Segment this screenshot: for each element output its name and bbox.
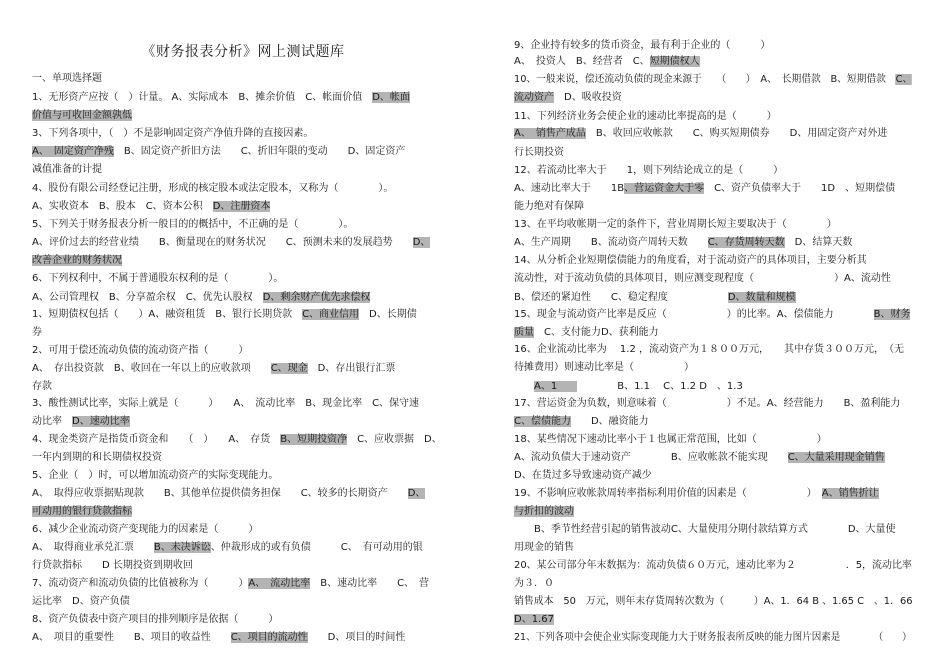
text-segment: B、季节性经营引起的销售波动C、大量使用分期付款结算方式 D、大量使	[514, 524, 896, 535]
text-line	[32, 398, 419, 410]
text-segment: 3、酸性测试比率，实际上就是（ ） A、 流动比率 B、现金比率 C、保守速	[32, 398, 420, 409]
text-segment: 5、企业（ ）时，可以增加流动资产的实际变现能力。	[32, 470, 279, 481]
text-line	[32, 146, 405, 158]
text-segment: 6、下列权利中，不属于普通股东权利的是（ ）。	[32, 273, 284, 284]
text-segment: 7、流动资产和流动负债的比值被称为（ ）	[32, 578, 249, 589]
highlighted-answer: A、销售折让	[821, 488, 879, 499]
text-line	[514, 56, 700, 68]
text-line	[514, 237, 852, 249]
text-line	[514, 327, 659, 339]
text-segment: A、速动比率大于 1B	[514, 183, 625, 194]
highlighted-answer: C、大量采用现金销售	[787, 452, 885, 463]
text-line	[32, 309, 417, 321]
highlighted-answer: C、存货周转天数	[707, 237, 785, 248]
text-segment: 流动性，对于流动负债的具体项目，则应测变现程度（ ）A、流动性	[514, 273, 891, 284]
text-line	[32, 292, 370, 304]
text-segment: A、生产周期 B、流动资产周转天数	[514, 237, 708, 248]
text-line	[514, 255, 867, 267]
text-segment: D、吸收投资	[554, 92, 622, 103]
text-line	[514, 165, 783, 177]
text-segment: D、项目的时间性	[307, 632, 406, 643]
text-line	[514, 309, 910, 321]
text-segment: B、速动比率 C、 营	[310, 578, 430, 589]
highlighted-answer: C、商业信用	[302, 309, 360, 320]
text-segment: 12、若流动比率大于 1，则下列结论成立的是（ ）	[514, 165, 784, 176]
text-segment: 15、现金与流动资产比率是反应（ ）的比率。A、偿债能力	[514, 309, 874, 320]
text-line	[32, 255, 122, 267]
text-line	[32, 345, 248, 357]
highlighted-answer: B、财务	[873, 309, 911, 320]
text-segment: B、1.1 C、1.2 D 、1.3	[577, 381, 743, 392]
text-line	[32, 201, 270, 213]
text-segment: 、仲裁形成的或有负债 C、 有可动用的银	[210, 542, 423, 553]
text-line	[514, 614, 554, 626]
highlighted-answer: D、1.67	[514, 614, 554, 625]
text-line	[32, 416, 130, 428]
highlighted-answer: D、帐面	[372, 92, 410, 103]
text-segment: 3、下列各项中，（ ）不是影响固定资产净值升降的直接因素。	[32, 128, 314, 139]
text-segment: A、 项目的重要性 B、项目的收益性	[32, 632, 231, 643]
text-line	[514, 470, 652, 482]
highlighted-answer: C、现金	[270, 363, 308, 374]
text-segment: 18、某些情况下速动比率小于１也属正常范围，比如（ ）	[514, 434, 827, 445]
highlighted-answer: D、剩余财产优先求偿权	[262, 292, 371, 303]
text-line	[514, 219, 837, 231]
text-segment: A、 投资人 B、经营者 C、	[514, 56, 650, 67]
text-segment: C、资产负债率大于 1D 、短期偿债	[704, 183, 896, 194]
text-line	[32, 542, 423, 554]
text-segment: D、在货过多导致速动资产减少	[514, 470, 652, 481]
text-line	[32, 73, 102, 85]
text-segment: 一、单项选择题	[32, 73, 102, 84]
text-line	[32, 560, 193, 572]
text-line	[514, 578, 554, 590]
text-segment: 为３．０	[514, 578, 554, 589]
text-segment: 存款	[32, 381, 52, 392]
text-segment: 8、资产负债表中资产项目的排列顺序是依据（ ）	[32, 614, 279, 625]
text-line	[32, 488, 425, 500]
text-segment: 14、从分析企业短期偿债能力的角度看，对于流动资产的具体项目，主要分析其	[514, 255, 867, 266]
text-segment: 10、一般来说，偿还流动负债的现金来源于 （ ） A、 长期借款 B、短期借款	[514, 74, 896, 85]
text-line	[32, 273, 283, 285]
text-segment: 动比率	[32, 416, 72, 427]
highlighted-answer: A、 固定资产净残	[32, 146, 114, 157]
text-line	[514, 506, 574, 518]
text-segment: 16、企业流动比率为 1.2 ，流动资产为１８００万元， 其中存货３００万元， （无	[514, 344, 904, 355]
text-line	[32, 381, 52, 393]
text-line	[32, 128, 313, 140]
text-line	[514, 292, 796, 304]
text-segment: A、 取得应收票据贴现款 B、其他单位提供债务担保 C、较多的长期资产	[32, 488, 408, 499]
highlighted-answer: 短期债权人	[649, 56, 700, 67]
text-segment: C、支付能力D、获利能力	[534, 327, 659, 338]
text-segment: A、 存出投资款 B、收回在一年以上的应收款项	[32, 363, 271, 374]
text-line	[32, 110, 132, 122]
text-segment: D、结算天数	[784, 237, 853, 248]
text-segment: 行长期投资	[514, 147, 564, 158]
text-segment: 4、股份有限公司经登记注册，形成的核定股本或法定股本，又称为（ ）。	[32, 183, 394, 194]
text-segment: 1、短期债权包括（ ）A、融资租赁 B、银行长期贷款	[32, 309, 303, 320]
highlighted-answer: D、	[412, 237, 431, 248]
text-line	[32, 92, 410, 104]
text-line	[514, 40, 770, 52]
text-segment: 13、在平均收帐期一定的条件下，营业周期长短主要取决于（ ）	[514, 219, 837, 230]
text-line	[32, 452, 162, 464]
text-line	[514, 416, 649, 428]
highlighted-answer: 价值与可收回金额孰低	[32, 110, 132, 121]
highlighted-answer: A、 销售产成品	[514, 128, 586, 139]
text-line	[514, 632, 912, 644]
highlighted-answer: C、偿债能力	[514, 416, 571, 427]
highlighted-answer: D、数量和规模	[727, 292, 796, 303]
text-line	[32, 578, 429, 590]
text-segment: A、 取得商业承兑汇票	[32, 542, 154, 553]
highlighted-answer: 、营运资金大于零	[624, 183, 705, 194]
text-line	[514, 596, 913, 608]
highlighted-answer: D、	[407, 488, 426, 499]
highlighted-answer: 改善企业的财务状况	[32, 255, 122, 266]
text-segment: 能力绝对有保障	[514, 201, 584, 212]
text-line	[514, 560, 912, 572]
text-segment: 一年内到期的和长期债权投资	[32, 452, 162, 463]
text-segment: 11、下列经济业务会使企业的速动比率提高的是（ ）	[514, 111, 777, 122]
text-segment: 17、营运资金为负数，则意味着（ ）不足。A、经营能力 B、盈利能力	[514, 398, 901, 409]
text-segment: A、流动负债大于速动资产 B、应收帐款不能实现	[514, 452, 788, 463]
text-line	[514, 74, 912, 86]
highlighted-answer: 可动用的银行贷款指标	[32, 506, 132, 517]
highlighted-answer: A、1	[534, 381, 578, 392]
text-line	[514, 273, 891, 285]
text-line	[514, 452, 885, 464]
highlighted-answer: C、项目的流动性	[230, 632, 308, 643]
text-line	[32, 632, 405, 644]
text-segment: 销售成本 50 万元，则年末存货周转次数为（ ）A、1．64 B 、1.65 C 、1．66	[514, 596, 913, 607]
text-segment: 21、下列各项中会使企业实际变现能力大于财务报表所反映的能力图片因素是 （ ）	[514, 632, 912, 643]
text-segment: 4、现金类资产是指货币资金和 （ ） A、 存货	[32, 434, 281, 445]
text-segment: 待摊费用）则速动比率是（ ）	[514, 362, 694, 373]
highlighted-answer: D、注册资本	[212, 201, 271, 212]
text-segment	[514, 381, 534, 392]
text-segment: D、融资能力	[570, 416, 649, 427]
text-line	[514, 488, 879, 500]
text-segment: D、长期债	[359, 309, 417, 320]
text-segment: 1、无形资产应按（ ）计量。 A、实际成本 B、摊余价值 C、帐面价值	[32, 92, 373, 103]
text-segment: A、公司管理权 B、分享盈余权 C、优先认股权	[32, 292, 263, 303]
text-line	[32, 470, 278, 482]
text-segment: 5、下列关于财务报表分析一般目的的概括中，不正确的是（ ）。	[32, 219, 354, 230]
text-line	[32, 596, 130, 608]
text-line	[514, 542, 574, 554]
text-segment: 减值准备的计提	[32, 164, 102, 175]
highlighted-answer: B、短期投资净	[280, 434, 348, 445]
text-line	[32, 237, 430, 249]
document-title: 《财务报表分析》网上测试题库	[141, 44, 345, 60]
text-line	[32, 524, 258, 536]
highlighted-answer: 流动资产	[514, 92, 554, 103]
text-line	[514, 362, 694, 374]
text-line	[32, 219, 353, 231]
text-line	[32, 614, 278, 626]
text-segment: D、存出银行汇票	[307, 363, 396, 374]
text-line	[514, 92, 622, 104]
text-line	[32, 164, 102, 176]
text-segment: C、应收票据 D、	[347, 434, 442, 445]
text-line	[514, 147, 564, 159]
text-line	[32, 363, 395, 375]
text-line	[32, 183, 393, 195]
text-segment: 用现金的销售	[514, 542, 574, 553]
highlighted-answer: 与折扣的波动	[514, 506, 574, 517]
text-segment: B、收回应收帐款 C、购买短期债券 D、用固定资产对外进	[585, 128, 888, 139]
text-segment: B、偿还的紧迫性 C、稳定程度	[514, 292, 728, 303]
highlighted-answer: 质量	[514, 327, 534, 338]
highlighted-answer: A、 流动比率	[248, 578, 311, 589]
text-segment: A、评价过去的经营业绩 B、衡量现在的财务状况 C、预测未来的发展趋势	[32, 237, 413, 248]
text-line	[514, 344, 904, 356]
text-line	[514, 524, 896, 536]
text-line	[514, 111, 777, 123]
text-line	[514, 183, 895, 195]
text-segment: 6、减少企业流动资产变现能力的因素是（ ）	[32, 524, 259, 535]
highlighted-answer: B、未决诉讼	[153, 542, 211, 553]
text-line	[514, 128, 887, 140]
highlighted-answer: C、	[895, 74, 913, 85]
text-segment: 20、某公司部分年末数据为：流动负债６０万元，速动比率为２ ．5，流动比率	[514, 560, 912, 571]
text-line	[514, 201, 584, 213]
text-line	[514, 381, 743, 393]
text-line	[32, 327, 42, 339]
highlighted-answer: D、速动比率	[72, 416, 130, 427]
text-segment: 行贷款指标 D 长期投资到期收回	[32, 560, 193, 571]
text-segment: A、实收资本 B、股本 C、资本公积	[32, 201, 213, 212]
text-segment: 19、不影响应收帐款周转率指标利用价值的因素是（ ）	[514, 488, 822, 499]
text-segment: 运比率 D、资产负债	[32, 596, 130, 607]
text-segment: B、固定资产折旧方法 C、折旧年限的变动 D、固定资产	[113, 146, 406, 157]
text-segment: 9、企业持有较多的货币资金，最有利于企业的（ ）	[514, 40, 771, 51]
text-line	[514, 434, 827, 446]
text-line	[514, 398, 900, 410]
text-line	[32, 434, 442, 446]
text-segment: 2、可用于偿还流动负债的流动资产指（ ）	[32, 345, 249, 356]
text-segment: 券	[32, 327, 42, 338]
text-line	[32, 506, 132, 518]
